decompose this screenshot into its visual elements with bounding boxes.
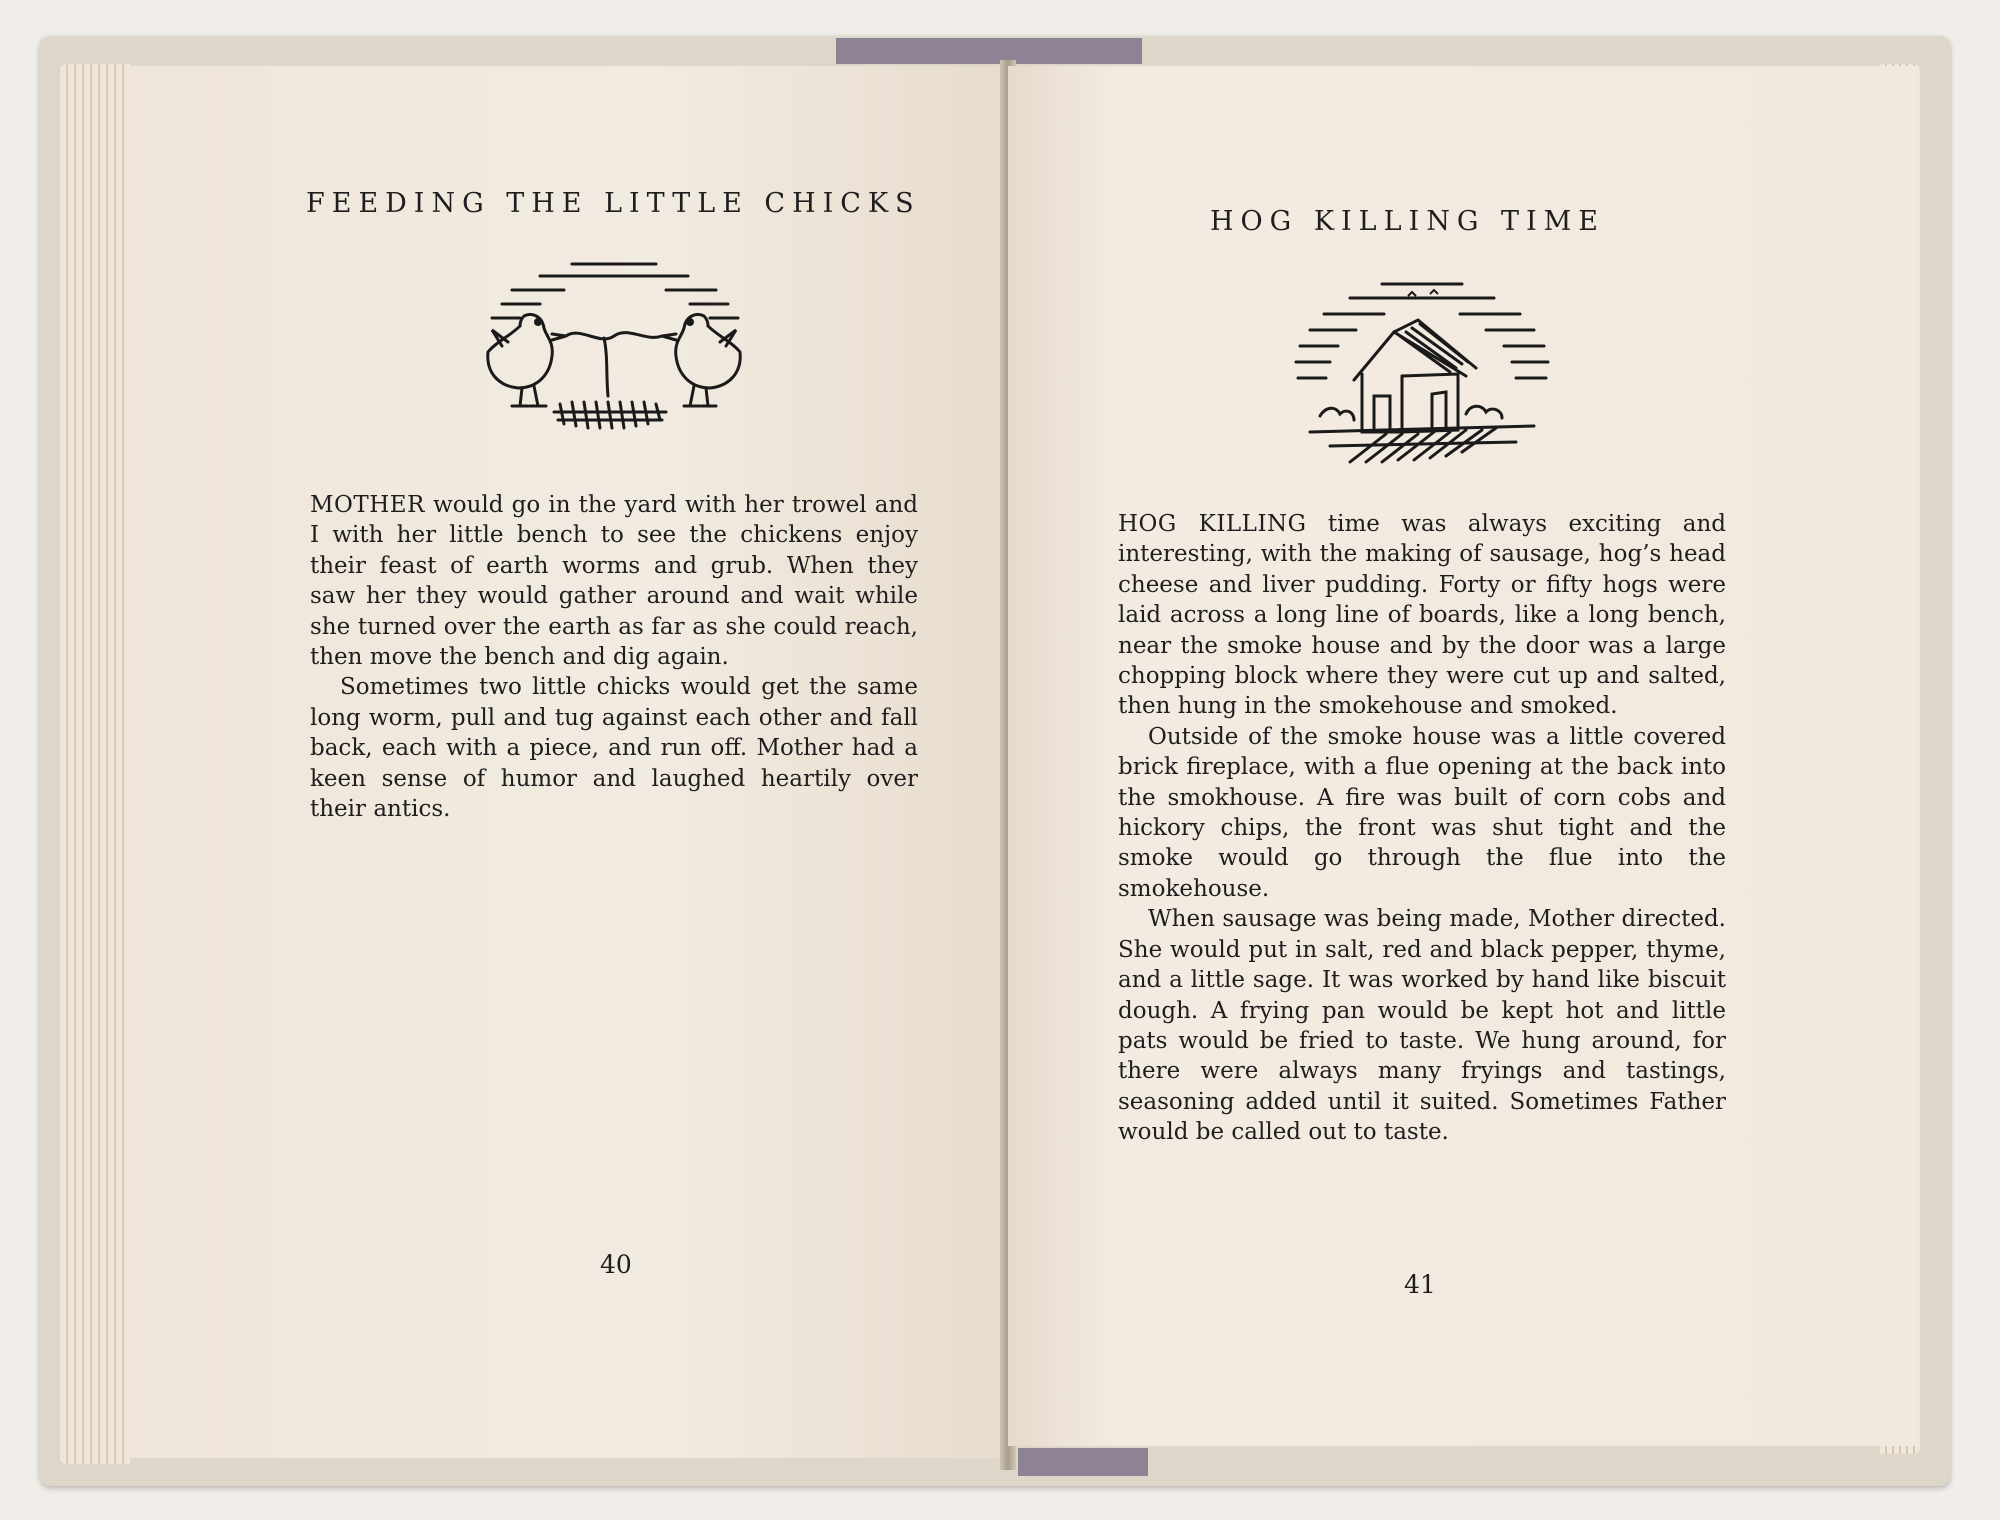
right-paragraph-2: Outside of the smoke house was a little covered brick fireplace, with a flue opening at the back into the smokhouse. A fire was built of corn cobs and hickory chips, the front was shut tight and the smoke would go through the flue into the smokehouse. <box>1118 723 1726 902</box>
right-paragraph-1 <box>1118 509 1726 722</box>
left-page-body <box>310 490 918 824</box>
right-paragraph-1-text: time was always exciting and interesting, with the making of sausage, hog’s head cheese and liver pudding. Forty or fifty hogs were laid across a long line of boards, like a long bench, near the smoke house and by the door was a large chopping block where they were cut up and salted, then hung in the smokehouse and smoked. <box>1118 511 1727 720</box>
left-lead-word: MOTHER <box>310 492 425 518</box>
left-paragraph-1 <box>310 490 918 672</box>
left-paragraph-2: Sometimes two little chicks would get the same long worm, pull and tug against each other and fall back, each with a piece, and run off. Mother had a keen sense of humor and laughed heartily over their antics. <box>310 674 918 823</box>
right-page-number: 41 <box>1404 1270 1436 1299</box>
left-page-edges <box>60 64 130 1464</box>
right-lead-word: HOG KILLING <box>1118 511 1307 537</box>
spine-cloth-top <box>836 38 1142 64</box>
right-paragraph-3: When sausage was being made, Mother directed. She would put in salt, red and black pepper, thyme, and a little sage. It was worked by hand like biscuit dough. A frying pan would be kept hot and little pats would be fried to taste. We hung around, for there were always many fryings and tastings, seasoning added until it suited. Sometimes Father would be called out to taste. <box>1118 906 1726 1146</box>
smokehouse-illustration <box>1290 276 1554 466</box>
left-page-title: FEEDING THE LITTLE CHICKS <box>306 188 921 219</box>
chicks-illustration <box>480 256 750 436</box>
right-page-title: HOG KILLING TIME <box>1210 206 1605 237</box>
left-page-number: 40 <box>600 1250 632 1279</box>
right-page-body <box>1118 509 1726 1148</box>
spine-cloth-bottom <box>1018 1448 1148 1476</box>
left-paragraph-1-text: would go in the yard with her trowel and I with her little bench to see the chickens enjoy their feast of earth worms and grub. When they saw her they would gather around and wait while she turned over the earth as far as she could reach, then move the bench and dig again. <box>310 492 918 671</box>
